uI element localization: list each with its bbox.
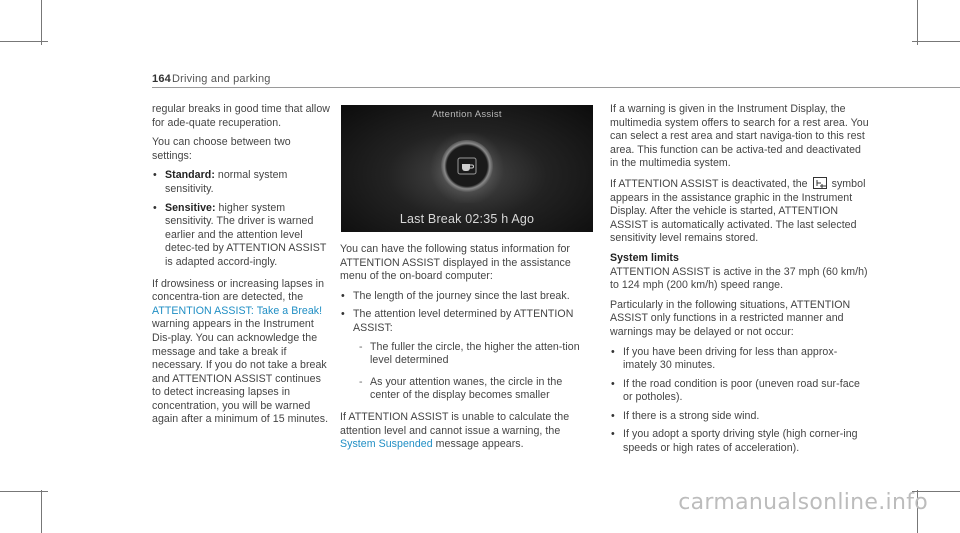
crop-mark <box>0 491 48 492</box>
system-suspended-message: System Suspended <box>340 438 433 451</box>
paragraph <box>340 411 593 452</box>
page-number: 164 <box>152 73 171 85</box>
paragraph-text: If ATTENTION ASSIST is unable to calculate the attention level and cannot issue a warning, the <box>340 410 570 437</box>
sub-list-item: - The fuller the circle, the higher the atten-tion level determined <box>340 341 593 368</box>
paragraph <box>152 278 332 428</box>
list-item <box>152 169 332 196</box>
paragraph: ATTENTION ASSIST is active in the 37 mph (60 km/h) to 124 mph (200 km/h) speed range. <box>610 265 868 292</box>
list-item: • If you adopt a sporty driving style (high corner-ing speeds or high rates of acceleration). <box>610 428 870 455</box>
paragraph-text: If ATTENTION ASSIST is deactivated, the <box>610 177 811 190</box>
attention-assist-off-icon <box>813 177 827 189</box>
list-item: • The attention level determined by ATTENTION ASSIST: <box>340 308 593 335</box>
attention-assist-display-image <box>341 105 593 232</box>
crop-mark <box>912 41 960 42</box>
setting-text: normal system sensitivity. <box>165 169 288 195</box>
paragraph-text: warning appears in the Instrument Dis-play. You can acknowledge the message and take a break if necessary. If you do not take a break and ATTENTION ASSIST continues to detect increasing lapses in concentration, you will be warned again after a minimum of 15 minutes. <box>152 318 329 426</box>
watermark: carmanualsonline.info <box>678 490 928 515</box>
list-item <box>152 202 332 270</box>
column-middle <box>340 243 593 458</box>
last-break-readout: Last Break 02:35 h Ago <box>399 212 535 226</box>
paragraph: If a warning is given in the Instrument Display, the multimedia system offers to search for a rest area. You can select a rest area and start naviga-tion to this rest area. This function can be activa-ted and deactivated in the multimedia system. <box>610 103 869 170</box>
paragraph <box>610 177 870 246</box>
section-heading: System limits <box>610 251 679 264</box>
setting-text: higher system sensitivity. The driver is warned earlier and the attention level detec-ted by ATTENTION ASSIST is adapted accord-ingly. <box>165 201 327 268</box>
sub-list-item: - As your attention wanes, the circle in the center of the display becomes smaller <box>340 376 593 403</box>
column-right <box>610 103 870 461</box>
setting-term: Sensitive: <box>165 201 216 214</box>
display-title: Attention Assist <box>432 109 502 120</box>
paragraph: You can have the following status information for ATTENTION ASSIST displayed in the assistance menu of the on-board computer: <box>340 243 571 283</box>
column-left <box>152 103 332 433</box>
coffee-cup-icon <box>457 157 477 175</box>
paragraph-text: message appears. <box>432 438 524 451</box>
paragraph-text: If drowsiness or increasing lapses in concentra-tion are detected, the <box>152 277 325 304</box>
take-a-break-message: ATTENTION ASSIST: Take a Break! <box>152 304 323 317</box>
crop-mark <box>41 0 42 45</box>
paragraph-text: symbol appears in the assistance graphic in the Instrument Display. After the vehicle is started, ATTENTION ASSIST is automatically activated. The last selected sensitivity level remains stored. <box>610 177 866 245</box>
list-item: • If the road condition is poor (uneven road sur-face or potholes). <box>610 378 870 405</box>
list-item: • If you have been driving for less than approx-imately 30 minutes. <box>610 346 870 373</box>
list-item: • If there is a strong side wind. <box>610 410 870 424</box>
list-item: • The length of the journey since the last break. <box>340 290 593 304</box>
paragraph: Particularly in the following situations, ATTENTION ASSIST only functions in a restricted manner and warnings may be delayed or not occur: <box>610 298 851 338</box>
header-rule <box>152 87 960 88</box>
crop-mark <box>917 0 918 45</box>
crop-mark <box>41 490 42 533</box>
paragraph: regular breaks in good time that allow for ade-quate recuperation. <box>152 103 330 129</box>
section-title: Driving and parking <box>172 73 271 85</box>
paragraph: You can choose between two settings: <box>152 136 291 162</box>
setting-term: Standard: <box>165 169 215 182</box>
crop-mark <box>0 41 48 42</box>
